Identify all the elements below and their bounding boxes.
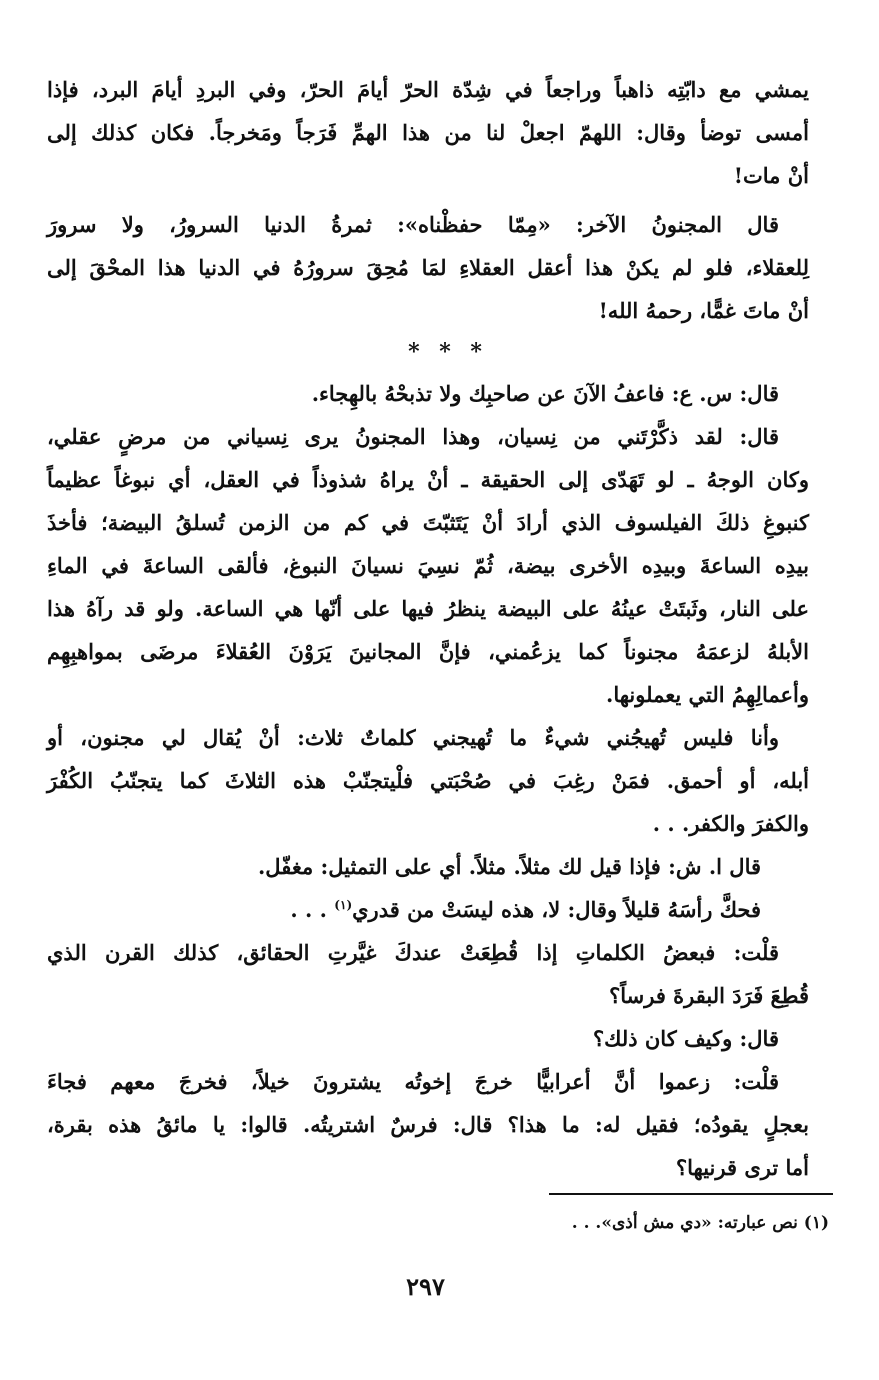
paragraph <box>47 415 809 716</box>
paragraph <box>47 931 809 1017</box>
text-segment: فحكَّ رأسَهُ قليلاً وقال: لا، هذه ليسَتْ من قدري <box>352 897 761 922</box>
paragraph <box>47 845 809 888</box>
paragraph <box>47 1060 809 1189</box>
paragraph <box>47 1017 809 1060</box>
text-line: كنبوغِ ذلكَ الفيلسوف الذي أرادَ أنْ يَتَثبّتَ في كم من الزمن تُسلقُ البيضة؛ فأخذَ <box>47 510 809 535</box>
footnote-reference: (١) <box>334 898 353 912</box>
section-separator: * * * <box>408 339 488 365</box>
text-segment: . . . <box>290 897 327 922</box>
text-line: قلْت: فبعضُ الكلماتِ إذا قُطِعَتْ عندكَ غيَّرتِ الحقائق، كذلك القرن الذي <box>47 940 779 965</box>
text-line: قال ا. ش: فإذا قيل لك مثلاً. مثلاً. أي على التمثيل: مغفّل. <box>257 854 761 879</box>
footnote: (١) نص عبارته: «دي مش أذى». . . <box>571 1213 829 1233</box>
text-line: أما ترى قرنيها؟ <box>675 1155 809 1180</box>
text-line: أبله، أو أحمق. فمَنْ رغِبَ في صُحْبَتي فلْيتجنّبْ هذه الثلاثَ كما يتجنّبُ الكُفْرَ <box>47 768 809 793</box>
text-line: قال: وكيف كان ذلك؟ <box>592 1026 779 1051</box>
text-line: يمشي مع دابّتِه ذاهباً وراجعاً في شِدّة الحرّ أيامَ الحرّ، وفي البردِ أيامَ البرد، فإذا <box>47 77 809 102</box>
paragraph <box>47 68 809 197</box>
paragraph <box>47 203 809 332</box>
text-line: وأنا فليس تُهيجُني شيءٌ ما تُهيجني كلماتٌ ثلاث: أنْ يُقال لي مجنون، أو <box>47 725 779 750</box>
text-line: أنْ مات! <box>733 163 809 188</box>
text-line: قال المجنونُ الآخر: «مِمّا حفظْناه»: ثمرةُ الدنيا السرورُ، ولا سرورَ <box>47 212 779 237</box>
text-line: أنْ ماتَ غمًّا، رحمهُ الله! <box>598 298 809 323</box>
text-line: لِلعقلاء، فلو لم يكنْ هذا أعقل العقلاءِ لمَا مُحِقَ سرورُهُ في الدنيا هذا المحْقَ إلى <box>47 255 809 280</box>
footnote-divider <box>549 1193 833 1195</box>
main-text <box>47 68 809 1189</box>
text-line: قلْت: زعموا أنَّ أعرابيًّا خرجَ إخوتُه يشترونَ خيلاً، فخرجَ معهم فجاءَ <box>47 1069 779 1094</box>
page-number <box>0 1272 879 1301</box>
text-line: قال: س. ع: فاعفُ الآنَ عن صاحبِك ولا تذبحْهُ بالهِجاء. <box>311 381 779 406</box>
text-line: قُطِعَ فَرَدَ البقرةَ فرساً؟ <box>609 983 809 1008</box>
page-number-text: ٢٩٧ <box>406 1272 445 1301</box>
text-line: الأبلهُ لزعمَهُ مجنوناً كما يزعُمني، فإنَّ المجانينَ يَرَوْنَ العُقلاءَ مرضَى بمواهبِهِم <box>47 639 809 664</box>
paragraph <box>47 716 809 845</box>
text-line: وكان الوجهُ ـ لو تَهَدّى إلى الحقيقة ـ أنْ يراهُ شذوذاً في العقل، أي نبوغاً عظيماً <box>47 467 809 492</box>
text-line: بيدِه الساعةَ وبيدِه الأخرى بيضة، ثُمّ نسِيَ نسيانَ النبوغ، فألقى الساعةَ في الماءِ <box>47 553 809 578</box>
text-line: والكفرَ والكفر. . . <box>652 811 809 836</box>
text-line: بعجلٍ يقودُه؛ فقيل له: ما هذا؟ قال: فرسٌ اشتريتُه. قالوا: يا مائقُ هذه بقرة، <box>47 1112 809 1137</box>
text-line: قال: لقد ذكَّرْتَني من نِسيان، وهذا المجنونُ يرى نِسياني من مرضٍ عقلي، <box>47 424 779 449</box>
text-line: وأعمالِهِمُ التي يعملونها. <box>606 682 809 707</box>
paragraph <box>47 888 809 931</box>
text-line <box>47 888 809 931</box>
text-line: على النار، وثَبتَتْ عينُهُ على البيضة ينظرُ فيها على أنّها هي الساعة. ولو قد رآهُ هذا <box>47 596 809 621</box>
text-line: أمسى توضأ وقال: اللهمّ اجعلْ لنا من هذا الهمِّ فَرَجاً ومَخرجاً. فكان كذلك إلى <box>47 120 809 145</box>
paragraph <box>47 372 809 415</box>
